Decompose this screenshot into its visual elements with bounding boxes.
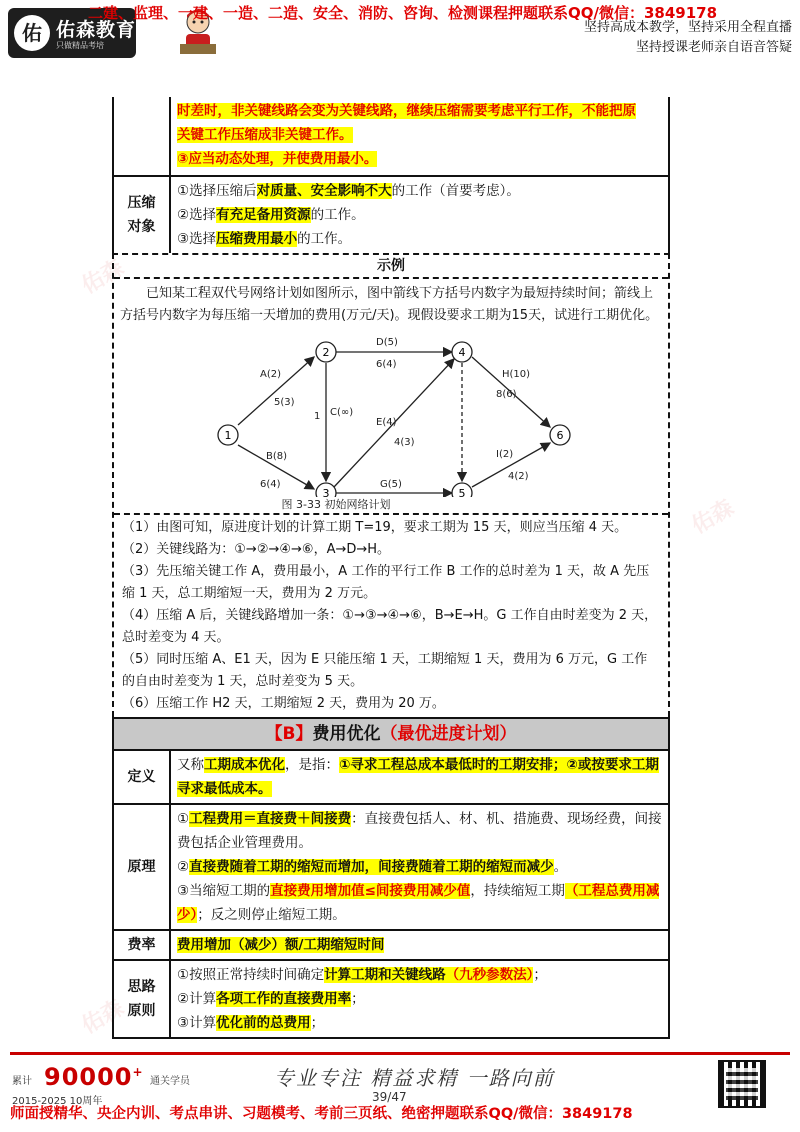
row-label: 思路 原则 bbox=[114, 961, 171, 1037]
fee-rate-row bbox=[112, 929, 670, 959]
example-block bbox=[112, 253, 670, 717]
edge-a bbox=[238, 357, 314, 425]
edge-d-duration: 6(4) bbox=[376, 359, 397, 370]
watermark: 佑森 bbox=[77, 995, 129, 1040]
row-label: 定义 bbox=[114, 751, 171, 803]
row-label: 压缩 对象 bbox=[114, 177, 171, 253]
node-1 bbox=[218, 425, 238, 445]
step-item: （1）由图可知，原进度计划的计算工期 T=19，要求工期为 15 天，则应当压缩 4 天。 bbox=[122, 520, 628, 535]
header-promo: 二建、监理、一建、一造、二造、安全、消防、咨询、检测课程押题联系QQ/微信：3849178 bbox=[88, 4, 718, 22]
definition-row bbox=[112, 749, 670, 803]
solution-steps bbox=[114, 513, 668, 717]
definition-text: 又称工期成本优化，是指：①寻求工程总成本最低时的工期安排；②或按要求工期寻求最低成本。 bbox=[177, 757, 659, 797]
node-4 bbox=[452, 342, 472, 362]
thinking-row bbox=[112, 959, 670, 1039]
list-item: ①按照正常持续时间确定计算工期和关键线路（九秒参数法）； bbox=[177, 967, 547, 983]
list-item: ②计算各项工作的直接费用率； bbox=[177, 991, 365, 1007]
list-item: ③当缩短工期的直接费用增加值≤间接费用减少值，持续缩短工期（工程总费用减少）；反之则停止缩短工期。 bbox=[177, 883, 660, 923]
edge-h-duration: 8(6) bbox=[496, 389, 517, 400]
text-line: 关键工作压缩成非关键工作。 bbox=[177, 127, 353, 143]
page-header bbox=[0, 0, 800, 70]
signature-motto: 专业专注 精益求精 一路向前 bbox=[274, 1066, 555, 1090]
svg-text:1: 1 bbox=[224, 429, 232, 442]
section-b-title-row bbox=[112, 717, 670, 749]
text-line: ③应当动态处理，并使费用最小。 bbox=[177, 151, 378, 167]
example-title: 示例 bbox=[114, 255, 668, 279]
principle-row bbox=[112, 803, 670, 929]
edge-i-duration: 4(2) bbox=[508, 471, 529, 482]
content-table bbox=[112, 97, 670, 1039]
svg-text:6: 6 bbox=[556, 429, 564, 442]
list-item: ①工程费用＝直接费＋间接费：直接费包括人、材、机、措施费、现场经费，间接费包括企业管理费用。 bbox=[177, 811, 662, 851]
row-label: 原理 bbox=[114, 805, 171, 929]
node-3 bbox=[316, 483, 336, 497]
student-count: 90000+ bbox=[44, 1063, 144, 1091]
list-item: ②选择有充足备用资源的工作。 bbox=[177, 207, 365, 223]
watermark: 佑森 bbox=[687, 495, 739, 540]
fee-rate-text: 费用增加（减少）额/工期缩短时间 bbox=[177, 937, 385, 953]
student-count-label: 累计 bbox=[12, 1076, 32, 1087]
row-label: 费率 bbox=[114, 931, 171, 959]
logo-mark-icon: 佑 bbox=[14, 15, 50, 51]
edge-g-cost: G(5) bbox=[380, 479, 402, 490]
edge-c-cost: C(∞) bbox=[330, 407, 354, 418]
edge-a-duration: 5(3) bbox=[274, 397, 295, 408]
edge-e-cost: E(4) bbox=[376, 417, 397, 428]
step-item: （2）关键线路为：①→②→④→⑥，A→D→H。 bbox=[122, 542, 391, 557]
student-count-suffix: 通关学员 bbox=[150, 1076, 190, 1087]
step-item: （4）压缩 A 后，关键线路增加一条：①→③→④→⑥，B→E→H。G 工作自由时差变为 2 天，总时差变为 4 天。 bbox=[122, 608, 658, 645]
edge-d-cost: D(5) bbox=[376, 337, 398, 348]
network-diagram-svg bbox=[114, 327, 668, 497]
compression-target-list bbox=[171, 177, 668, 253]
anniversary-text: 2015-2025 10周年 bbox=[12, 1096, 103, 1107]
list-item: ③选择压缩费用最小的工作。 bbox=[177, 231, 352, 247]
continued-text bbox=[171, 97, 668, 175]
node-5 bbox=[452, 483, 472, 497]
footer-divider bbox=[10, 1052, 790, 1055]
diagram-caption: 图 3-33 初始网络计划 bbox=[281, 498, 391, 511]
svg-text:2: 2 bbox=[322, 346, 330, 359]
page-number: 39/47 bbox=[372, 1090, 407, 1104]
svg-text:3: 3 bbox=[322, 487, 330, 497]
edge-c-duration: 1 bbox=[314, 411, 321, 422]
compression-target-row bbox=[112, 175, 670, 253]
footer-promo: 师面授精华、央企内训、考点串讲、习题模考、考前三页纸、绝密押题联系QQ/微信：3849178 bbox=[10, 1106, 633, 1122]
empty-label-cell bbox=[114, 97, 171, 175]
logo-name: 佑森教育 bbox=[56, 19, 137, 41]
header-tagline-1: 坚持高成本教学，坚持采用全程直播 bbox=[583, 20, 792, 35]
header-tagline-2: 坚持授课老师亲自语音答疑 bbox=[635, 40, 792, 55]
node-6 bbox=[550, 425, 570, 445]
list-item: ②直接费随着工期的缩短而增加，间接费随着工期的缩短而减少。 bbox=[177, 859, 568, 875]
node-2 bbox=[316, 342, 336, 362]
qr-code-icon bbox=[718, 1060, 766, 1108]
text-line: 时差时，非关键线路会变为关键线路，继续压缩需要考虑平行工作，不能把原 bbox=[177, 103, 636, 119]
example-text: 已知某工程双代号网络计划如图所示，图中箭线下方括号内数字为最短持续时间；箭线上方括号内数字为每压缩一天增加的费用(万元/天)。现假设要求工期为15天，试进行工期优化。 bbox=[120, 286, 659, 323]
principle-text bbox=[171, 805, 668, 929]
edge-b-duration: 6(4) bbox=[260, 479, 281, 490]
step-item: （5）同时压缩 A、E1 天，因为 E 只能压缩 1 天，工期缩短 1 天，费用为 6 万元，G 工作的自由时差变为 1 天，总时差变为 5 天。 bbox=[122, 652, 648, 689]
thinking-text bbox=[171, 961, 668, 1037]
section-b-title: 【B】费用优化（最优进度计划） bbox=[114, 719, 668, 749]
continued-row bbox=[112, 97, 670, 175]
watermark: 佑森 bbox=[77, 255, 129, 300]
svg-text:5: 5 bbox=[458, 487, 466, 497]
step-item: （6）压缩工作 H2 天，工期缩短 2 天，费用为 20 万。 bbox=[122, 696, 445, 711]
step-item: （3）先压缩关键工作 A，费用最小，A 工作的平行工作 B 工作的总时差为 1 天，故 A 先压缩 1 天，总工期缩短一天，费用为 2 万元。 bbox=[122, 564, 650, 601]
edge-b-cost: B(8) bbox=[266, 451, 288, 462]
edge-i-cost: I(2) bbox=[496, 449, 514, 460]
edge-e-duration: 4(3) bbox=[394, 437, 415, 448]
edge-a-cost: A(2) bbox=[260, 369, 282, 380]
list-item: ③计算优化前的总费用； bbox=[177, 1015, 325, 1031]
svg-text:4: 4 bbox=[458, 346, 466, 359]
network-diagram bbox=[114, 327, 668, 497]
logo-slogan: 只做精品考培 bbox=[56, 41, 104, 50]
edge-h-cost: H(10) bbox=[502, 369, 531, 380]
list-item: ①选择压缩后对质量、安全影响不大的工作（首要考虑）。 bbox=[177, 183, 520, 199]
